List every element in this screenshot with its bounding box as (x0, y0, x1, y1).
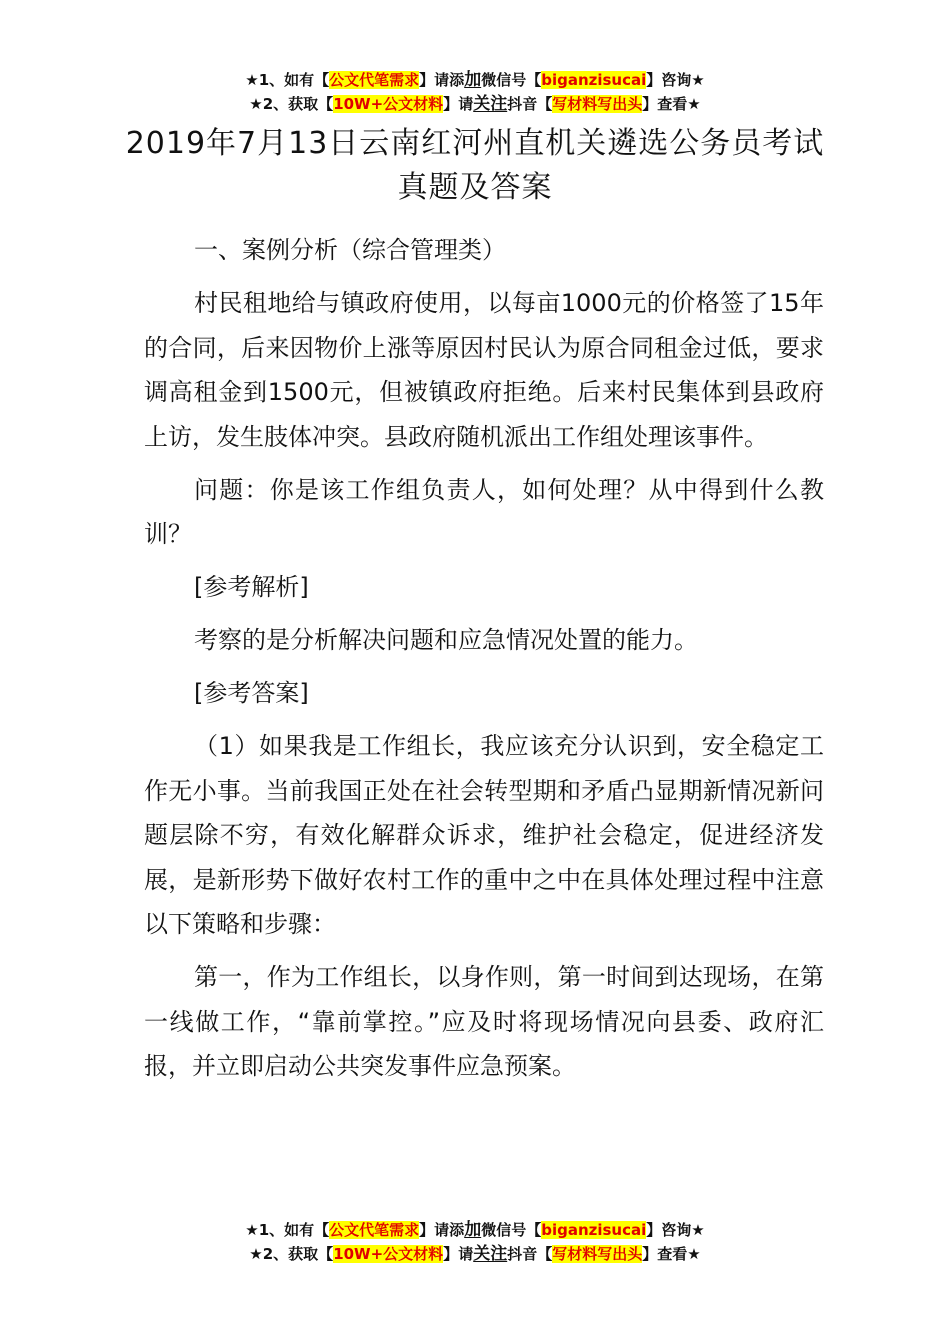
ad-highlight: 公文代笔需求 (329, 1221, 420, 1239)
document-title: 2019年7月13日云南红河州直机关遴选公务员考试真题及答案 (125, 126, 825, 205)
ad-highlight: 写材料写出头 (552, 95, 643, 113)
ad-text: 抖音【 (507, 95, 553, 113)
ad-text: 抖音【 (507, 1245, 553, 1263)
case-description: 村民租地给与镇政府使用，以每亩1000元的价格签了15年的合同，后来因物价上涨等原因村民认为原合同租金过低，要求调高租金到1500元，但被镇政府拒绝。后来村民集体到县政府上访，发生肢体冲突。县政府随机派出工作组处理该事件。 (144, 289, 824, 451)
ad-highlight: 10W+公文材料 (333, 95, 444, 113)
ad-line-2 (0, 1242, 950, 1266)
ad-emphasis: 加 (464, 70, 482, 90)
ad-text: ★1、如有【 (245, 1221, 330, 1239)
section-heading: 一、案例分析（综合管理类） (194, 236, 506, 264)
ad-highlight: 公文代笔需求 (329, 71, 420, 89)
ad-wechat-id: biganzisucai (541, 1221, 647, 1239)
ad-text: 】查看★ (642, 95, 701, 113)
document-body (144, 228, 824, 1089)
analysis-label: [参考解析] (194, 573, 309, 601)
ad-text: 】查看★ (642, 1245, 701, 1263)
ad-emphasis: 关注 (473, 94, 508, 114)
header-ad-banner (0, 68, 950, 116)
ad-text: ★1、如有【 (245, 71, 330, 89)
ad-text: ★2、获取【 (249, 1245, 334, 1263)
footer-ad-banner (0, 1218, 950, 1266)
ad-wechat-id: biganzisucai (541, 71, 647, 89)
ad-text: 】请添 (419, 71, 465, 89)
ad-emphasis: 关注 (473, 1244, 508, 1264)
ad-line-1 (0, 1218, 950, 1242)
question-paragraph: 问题：你是该工作组负责人，如何处理？从中得到什么教训？ (144, 475, 824, 548)
ad-highlight: 写材料写出头 (552, 1245, 643, 1263)
ad-text: 微信号【 (481, 1221, 542, 1239)
ad-text: 微信号【 (481, 71, 542, 89)
ad-line-2 (0, 92, 950, 116)
answer-paragraph-2: 第一，作为工作组长，以身作则，第一时间到达现场，在第一线做工作，“靠前掌控。”应及时将现场情况向县委、政府汇报，并立即启动公共突发事件应急预案。 (144, 963, 824, 1080)
ad-line-1 (0, 68, 950, 92)
ad-text: 】咨询★ (646, 71, 705, 89)
ad-text: 】请添 (419, 1221, 465, 1239)
answer-label: [参考答案] (194, 679, 309, 707)
analysis-paragraph: 考察的是分析解决问题和应急情况处置的能力。 (194, 626, 698, 654)
ad-text: 】咨询★ (646, 1221, 705, 1239)
ad-highlight: 10W+公文材料 (333, 1245, 444, 1263)
ad-text: 】请 (443, 95, 474, 113)
ad-text: ★2、获取【 (249, 95, 334, 113)
ad-text: 】请 (443, 1245, 474, 1263)
ad-emphasis: 加 (464, 1220, 482, 1240)
answer-paragraph-1: （1）如果我是工作组长，我应该充分认识到，安全稳定工作无小事。当前我国正处在社会转型期和矛盾凸显期新情况新问题层除不穷，有效化解群众诉求，维护社会稳定，促进经济发展，是新形势下做好农村工作的重中之中在具体处理过程中注意以下策略和步骤： (144, 732, 824, 938)
